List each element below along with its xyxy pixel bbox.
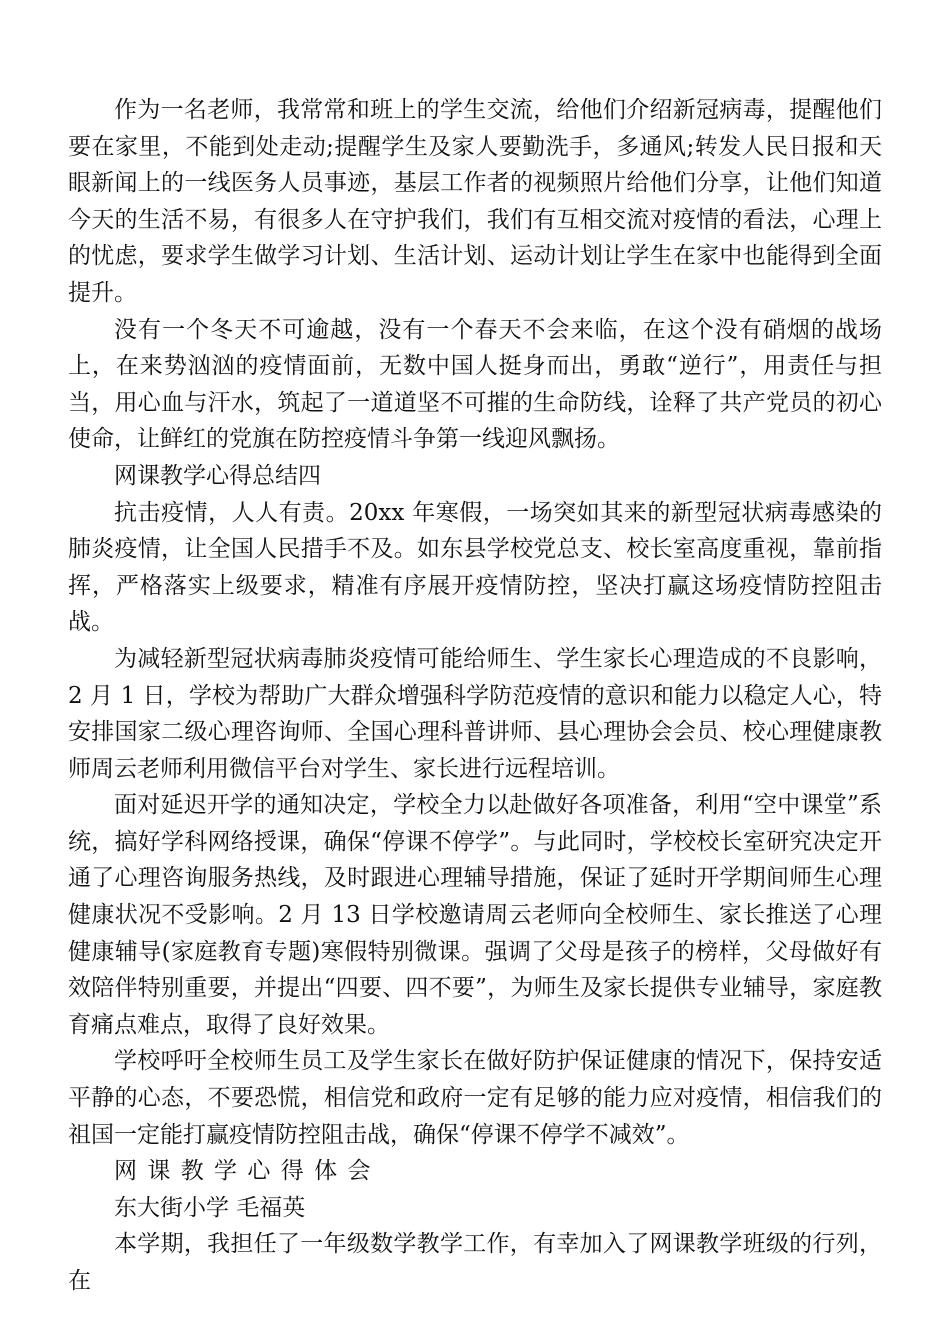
paragraph-this-semester: 本学期，我担任了一年级数学教学工作，有幸加入了网课教学班级的行列，在 xyxy=(68,1231,882,1294)
section5-title: 网课教学心得体会 xyxy=(114,1158,381,1185)
section5-author: 东大街小学 毛福英 xyxy=(114,1194,306,1221)
paragraph-teacher-communication: 作为一名老师，我常常和班上的学生交流，给他们介绍新冠病毒，提醒他们要在家里，不能到处走动;提醒学生及家人要勤洗手，多通风;转发人民日报和天眼新闻上的一线医务人员事迹，基层工作者的视频照片给他们分享，让他们知道今天的生活不易，有很多人在守护我们，我们有互相交流对疫情的看法，心理上的忧虑，要求学生做学习计划、生活计划、运动计划让学生在家中也能得到全面提升。 xyxy=(68,97,882,306)
document-body xyxy=(68,92,882,1300)
paragraph-no-winter: 没有一个冬天不可逾越，没有一个春天不会来临，在这个没有硝烟的战场上，在来势汹汹的疫情面前，无数中国人挺身而出，勇敢“逆行”，用责任与担当，用心血与汗水，筑起了一道道坚不可摧的生命防线，诠释了共产党员的初心使命，让鲜红的党旗在防控疫情斗争第一线迎风飘扬。 xyxy=(68,316,882,453)
paragraph-school-appeal: 学校呼吁全校师生员工及学生家长在做好防护保证健康的情况下，保持安适平静的心态，不要恐慌，相信党和政府一定有足够的能力应对疫情，相信我们的祖国一定能打赢疫情防控阻击战，确保“停课不停学不减效”。 xyxy=(68,1048,882,1148)
paragraph-psych-training: 为减轻新型冠状病毒肺炎疫情可能给师生、学生家长心理造成的不良影响，2 月 1 日，学校为帮助广大群众增强科学防范疫情的意识和能力以稳定人心，特安排国家二级心理咨询师、全国心理科普讲师、县心理协会会员、校心理健康教师周云老师利用微信平台对学生、家长进行远程培训。 xyxy=(68,645,882,782)
paragraph-fight-epidemic: 抗击疫情，人人有责。20xx 年寒假，一场突如其来的新型冠状病毒感染的肺炎疫情，让全国人民措手不及。如东县学校党总支、校长室高度重视，靠前指挥，严格落实上级要求，精准有序展开疫情防控，坚决打赢这场疫情防控阻击战。 xyxy=(68,499,882,636)
section4-title: 网课教学心得总结四 xyxy=(114,462,321,489)
paragraph-delayed-school: 面对延迟开学的通知决定，学校全力以赴做好各项准备，利用“空中课堂”系统，搞好学科网络授课，确保“停课不停学”。与此同时，学校校长室研究决定开通了心理咨询服务热线，及时跟进心理辅导措施，保证了延时开学期间师生心理健康状况不受影响。2 月 13 日学校邀请周云老师向全校师生、家长推送了心理健康辅导(家庭教育专题)寒假特别微课。强调了父母是孩子的榜样，父母做好有效陪伴特别重要，并提出“四要、四不要”，为师生及家长提供专业辅导，家庭教育痛点难点，取得了良好效果。 xyxy=(68,792,882,1038)
